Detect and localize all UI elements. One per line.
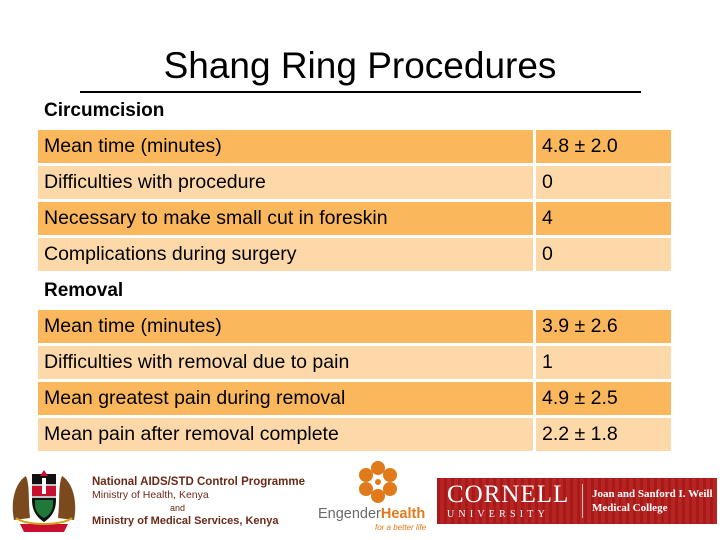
engender-name-part2: Health [380,506,426,522]
row-label: Necessary to make small cut in foreskin [38,202,533,235]
footer-logos [0,458,720,540]
row-label: Difficulties with procedure [38,166,533,199]
row-value: 4 [536,202,671,235]
slide-title: Shang Ring Procedures [163,45,557,86]
engenderhealth-logo [316,458,428,536]
row-value: 2.2 ± 1.8 [536,418,671,451]
row-value: 0 [536,238,671,271]
row-value: 1 [536,346,671,379]
kenya-line-3: and [170,503,186,513]
table-row [38,310,671,343]
engender-name-part1: Engender [318,506,381,522]
row-value: 4.9 ± 2.5 [536,382,671,415]
row-value: 3.9 ± 2.6 [536,310,671,343]
section-heading-removal: Removal [44,280,124,301]
section-heading-circumcision: Circumcision [44,100,165,121]
engender-flower-icon [356,460,400,504]
row-label: Mean pain after removal complete [38,418,533,451]
row-value: 4.8 ± 2.0 [536,130,671,163]
title-underline [80,91,641,93]
table-row [38,418,671,451]
cornell-name: CORNELL [447,481,570,508]
table-row [38,382,671,415]
cornell-university: UNIVERSITY [447,509,549,520]
table-row [38,202,671,235]
row-label: Difficulties with removal due to pain [38,346,533,379]
table-row [38,166,671,199]
row-value: 0 [536,166,671,199]
logo-divider [582,484,583,518]
table-row [38,130,671,163]
table-row [38,346,671,379]
weill-text [592,487,713,515]
row-label: Mean time (minutes) [38,310,533,343]
cornell-weill-logo [437,478,717,524]
row-label: Mean greatest pain during removal [38,382,533,415]
weill-line-2: Medical College [592,502,668,514]
row-label: Complications during surgery [38,238,533,271]
kenya-line-4: Ministry of Medical Services, Kenya [92,515,279,527]
kenya-line-1: National AIDS/STD Control Programme [92,476,305,488]
kenya-line-2: Ministry of Health, Kenya [92,489,209,501]
row-label: Mean time (minutes) [38,130,533,163]
kenya-coat-of-arms-logo [6,460,82,536]
table-row [38,238,671,271]
weill-line-1: Joan and Sanford I. Weill [592,488,713,500]
engender-tagline: for a better life [375,523,427,532]
kenya-ministry-text [92,476,305,528]
